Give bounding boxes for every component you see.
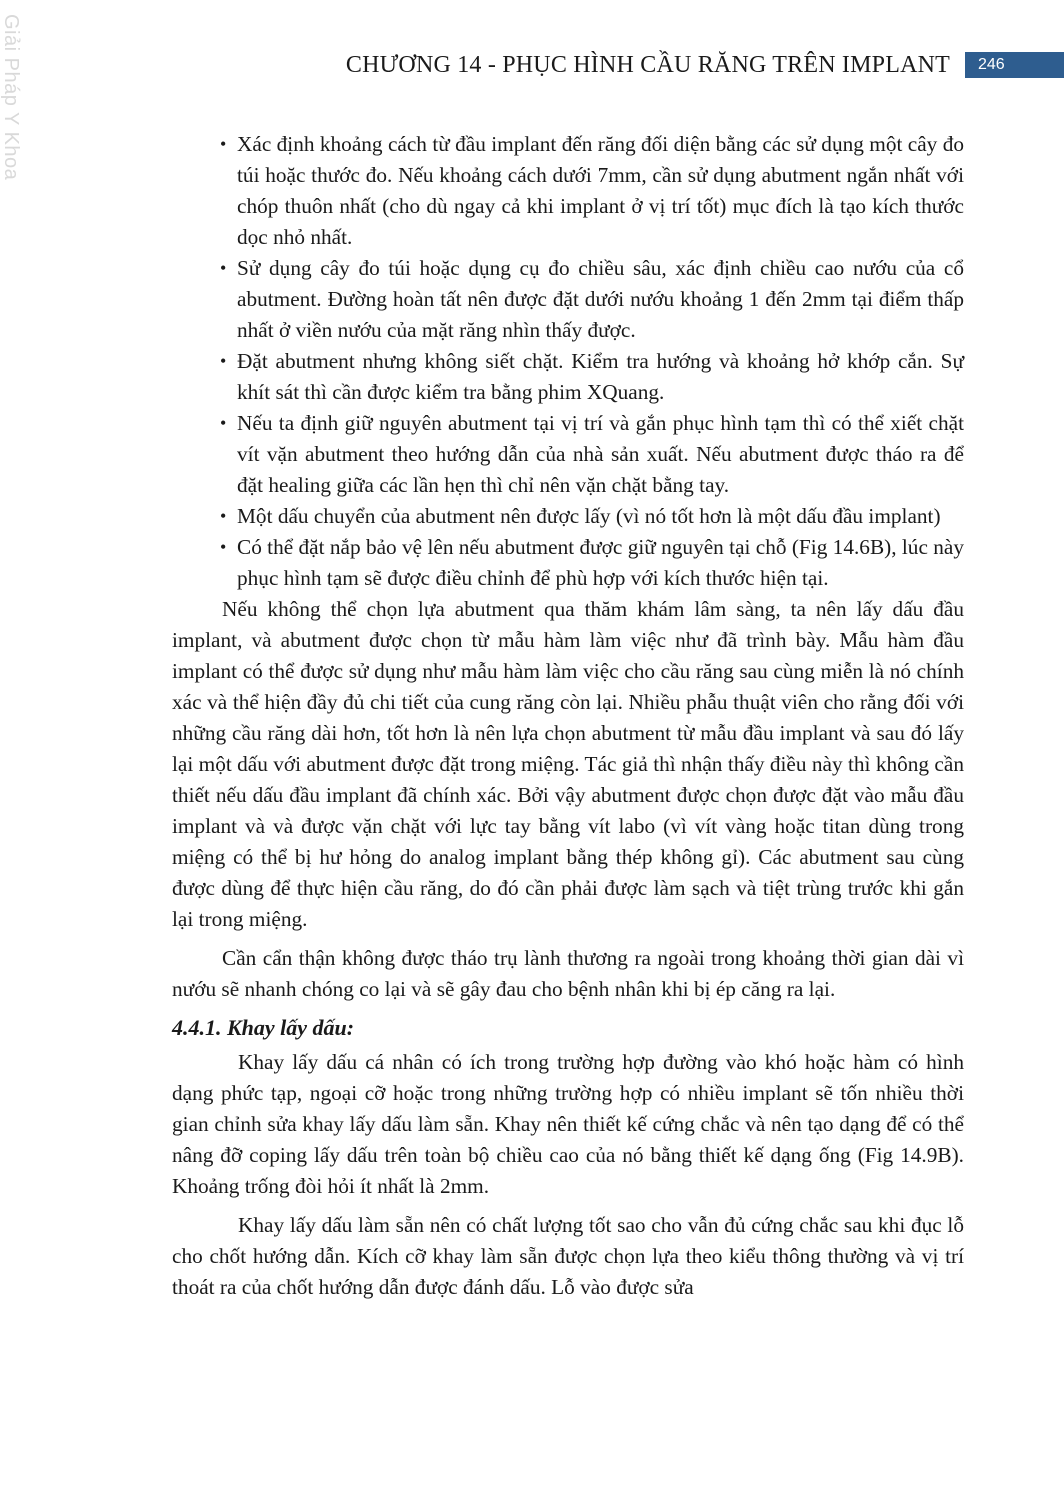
list-item bbox=[172, 501, 964, 532]
list-item bbox=[172, 408, 964, 501]
list-item-text: Có thể đặt nắp bảo vệ lên nếu abutment được giữ nguyên tại chỗ (Fig 14.6B), lúc này phục hình tạm sẽ được điều chỉnh để phù hợp với kích thước hiện tại. bbox=[237, 535, 964, 590]
list-item bbox=[172, 253, 964, 346]
list-item-text: Đặt abutment nhưng không siết chặt. Kiểm tra hướng và khoảng hở khớp cắn. Sự khít sát thì cần được kiểm tra bằng phim XQuang. bbox=[237, 349, 964, 404]
list-item bbox=[172, 346, 964, 408]
list-item-text: Xác định khoảng cách từ đầu implant đến răng đối diện bằng các sử dụng một cây đo túi hoặc thước đo. Nếu khoảng cách dưới 7mm, cần sử dụng abutment ngắn nhất với chóp thuôn nhất (cho dù ngay cả khi implant ở vị trí tốt) mục đích là tạo kích thước dọc nhỏ nhất. bbox=[237, 132, 964, 249]
paragraph-healing-caution: Cần cẩn thận không được tháo trụ lành thương ra ngoài trong khoảng thời gian dài vì nướu sẽ nhanh chóng co lại và sẽ gây đau cho bệnh nhân khi bị ép căng ra lại. bbox=[172, 946, 964, 1001]
list-item bbox=[172, 532, 964, 594]
chapter-title: CHƯƠNG 14 - PHỤC HÌNH CẦU RĂNG TRÊN IMPLANT bbox=[345, 52, 950, 78]
bullet-icon: • bbox=[220, 506, 227, 526]
paragraph-stock-tray: Khay lấy dấu làm sẵn nên có chất lượng tốt sao cho vẫn đủ cứng chắc sau khi đục lỗ cho chốt hướng dẫn. Kích cỡ khay làm sẵn được chọn lựa theo kiểu thông thường và vị trí thoát ra của chốt hướng dẫn được đánh dấu. Lỗ vào được sửa bbox=[172, 1213, 964, 1299]
list-item-text: Sử dụng cây đo túi hoặc dụng cụ đo chiều sâu, xác định chiều cao nướu của cổ abutment. Đường hoàn tất nên được đặt dưới nướu khoảng 1 đến 2mm tại điểm thấp nhất ở viền nướu của mặt răng nhìn thấy được. bbox=[237, 256, 964, 342]
bullet-icon: • bbox=[220, 134, 227, 154]
page-number-badge: 246 bbox=[965, 52, 1064, 78]
section-heading: 4.4.1. Khay lấy dấu: bbox=[172, 1015, 355, 1040]
paragraph-custom-tray: Khay lấy dấu cá nhân có ích trong trường hợp đường vào khó hoặc hàm có hình dạng phức tạp, ngoại cỡ hoặc trong những trường hợp có nhiều implant sẽ tốn nhiều thời gian chỉnh sửa khay lấy dấu làm sẵn. Khay nên thiết kế cứng chắc và nên tạo dạng để có thể nâng đỡ coping lấy dấu trên toàn bộ chiều cao của nó bằng thiết kế dạng ống (Fig 14.9B). Khoảng trống đòi hỏi ít nhất là 2mm. bbox=[172, 1050, 964, 1198]
bullet-icon: • bbox=[220, 351, 227, 371]
bullet-icon: • bbox=[220, 258, 227, 278]
bullet-icon: • bbox=[220, 413, 227, 433]
page-header bbox=[0, 48, 1064, 82]
bullet-icon: • bbox=[220, 537, 227, 557]
list-item-text: Một dấu chuyển của abutment nên được lấy (vì nó tốt hơn là một dấu đầu implant) bbox=[237, 504, 941, 528]
watermark bbox=[2, 14, 26, 184]
page-content bbox=[172, 129, 964, 1303]
paragraph-abutment-selection: Nếu không thể chọn lựa abutment qua thăm khám lâm sàng, ta nên lấy dấu đầu implant, và abutment được chọn từ mẫu hàm làm việc như đã trình bày. Mẫu hàm đầu implant có thể được sử dụng như mẫu hàm làm việc cho cầu răng sau cùng miễn là nó chính xác và thể hiện đầy đủ chi tiết của cung răng còn lại. Nhiều phẫu thuật viên cho rằng đối với những cầu răng dài hơn, tốt hơn là nên lựa chọn abutment từ mẫu đầu implant và sau đó lấy lại một dấu với abutment được đặt trong miệng. Tác giả thì nhận thấy điều này thì không cần thiết nếu dấu đầu implant đã chính xác. Bởi vậy abutment được chọn được đặt vào mẫu đầu implant và và được vặn chặt với lực tay bằng vít labo (vì vít vàng hoặc titan dùng trong miệng có thể bị hư hỏng do analog implant bằng thép không gỉ). Các abutment sau cùng được dùng để thực hiện cầu răng, do đó cần phải được làm sạch và tiệt trùng trước khi gắn lại trong miệng. bbox=[172, 597, 964, 931]
list-item-text: Nếu ta định giữ nguyên abutment tại vị trí và gắn phục hình tạm thì có thể xiết chặt vít vặn abutment theo hướng dẫn của nhà sản xuất. Nếu abutment được tháo ra để đặt healing giữa các lần hẹn thì chỉ nên vặn chặt bằng tay. bbox=[237, 411, 964, 497]
watermark-text: Giải Pháp Y Khoa bbox=[0, 14, 22, 181]
bullet-list bbox=[172, 129, 964, 594]
list-item bbox=[172, 129, 964, 253]
